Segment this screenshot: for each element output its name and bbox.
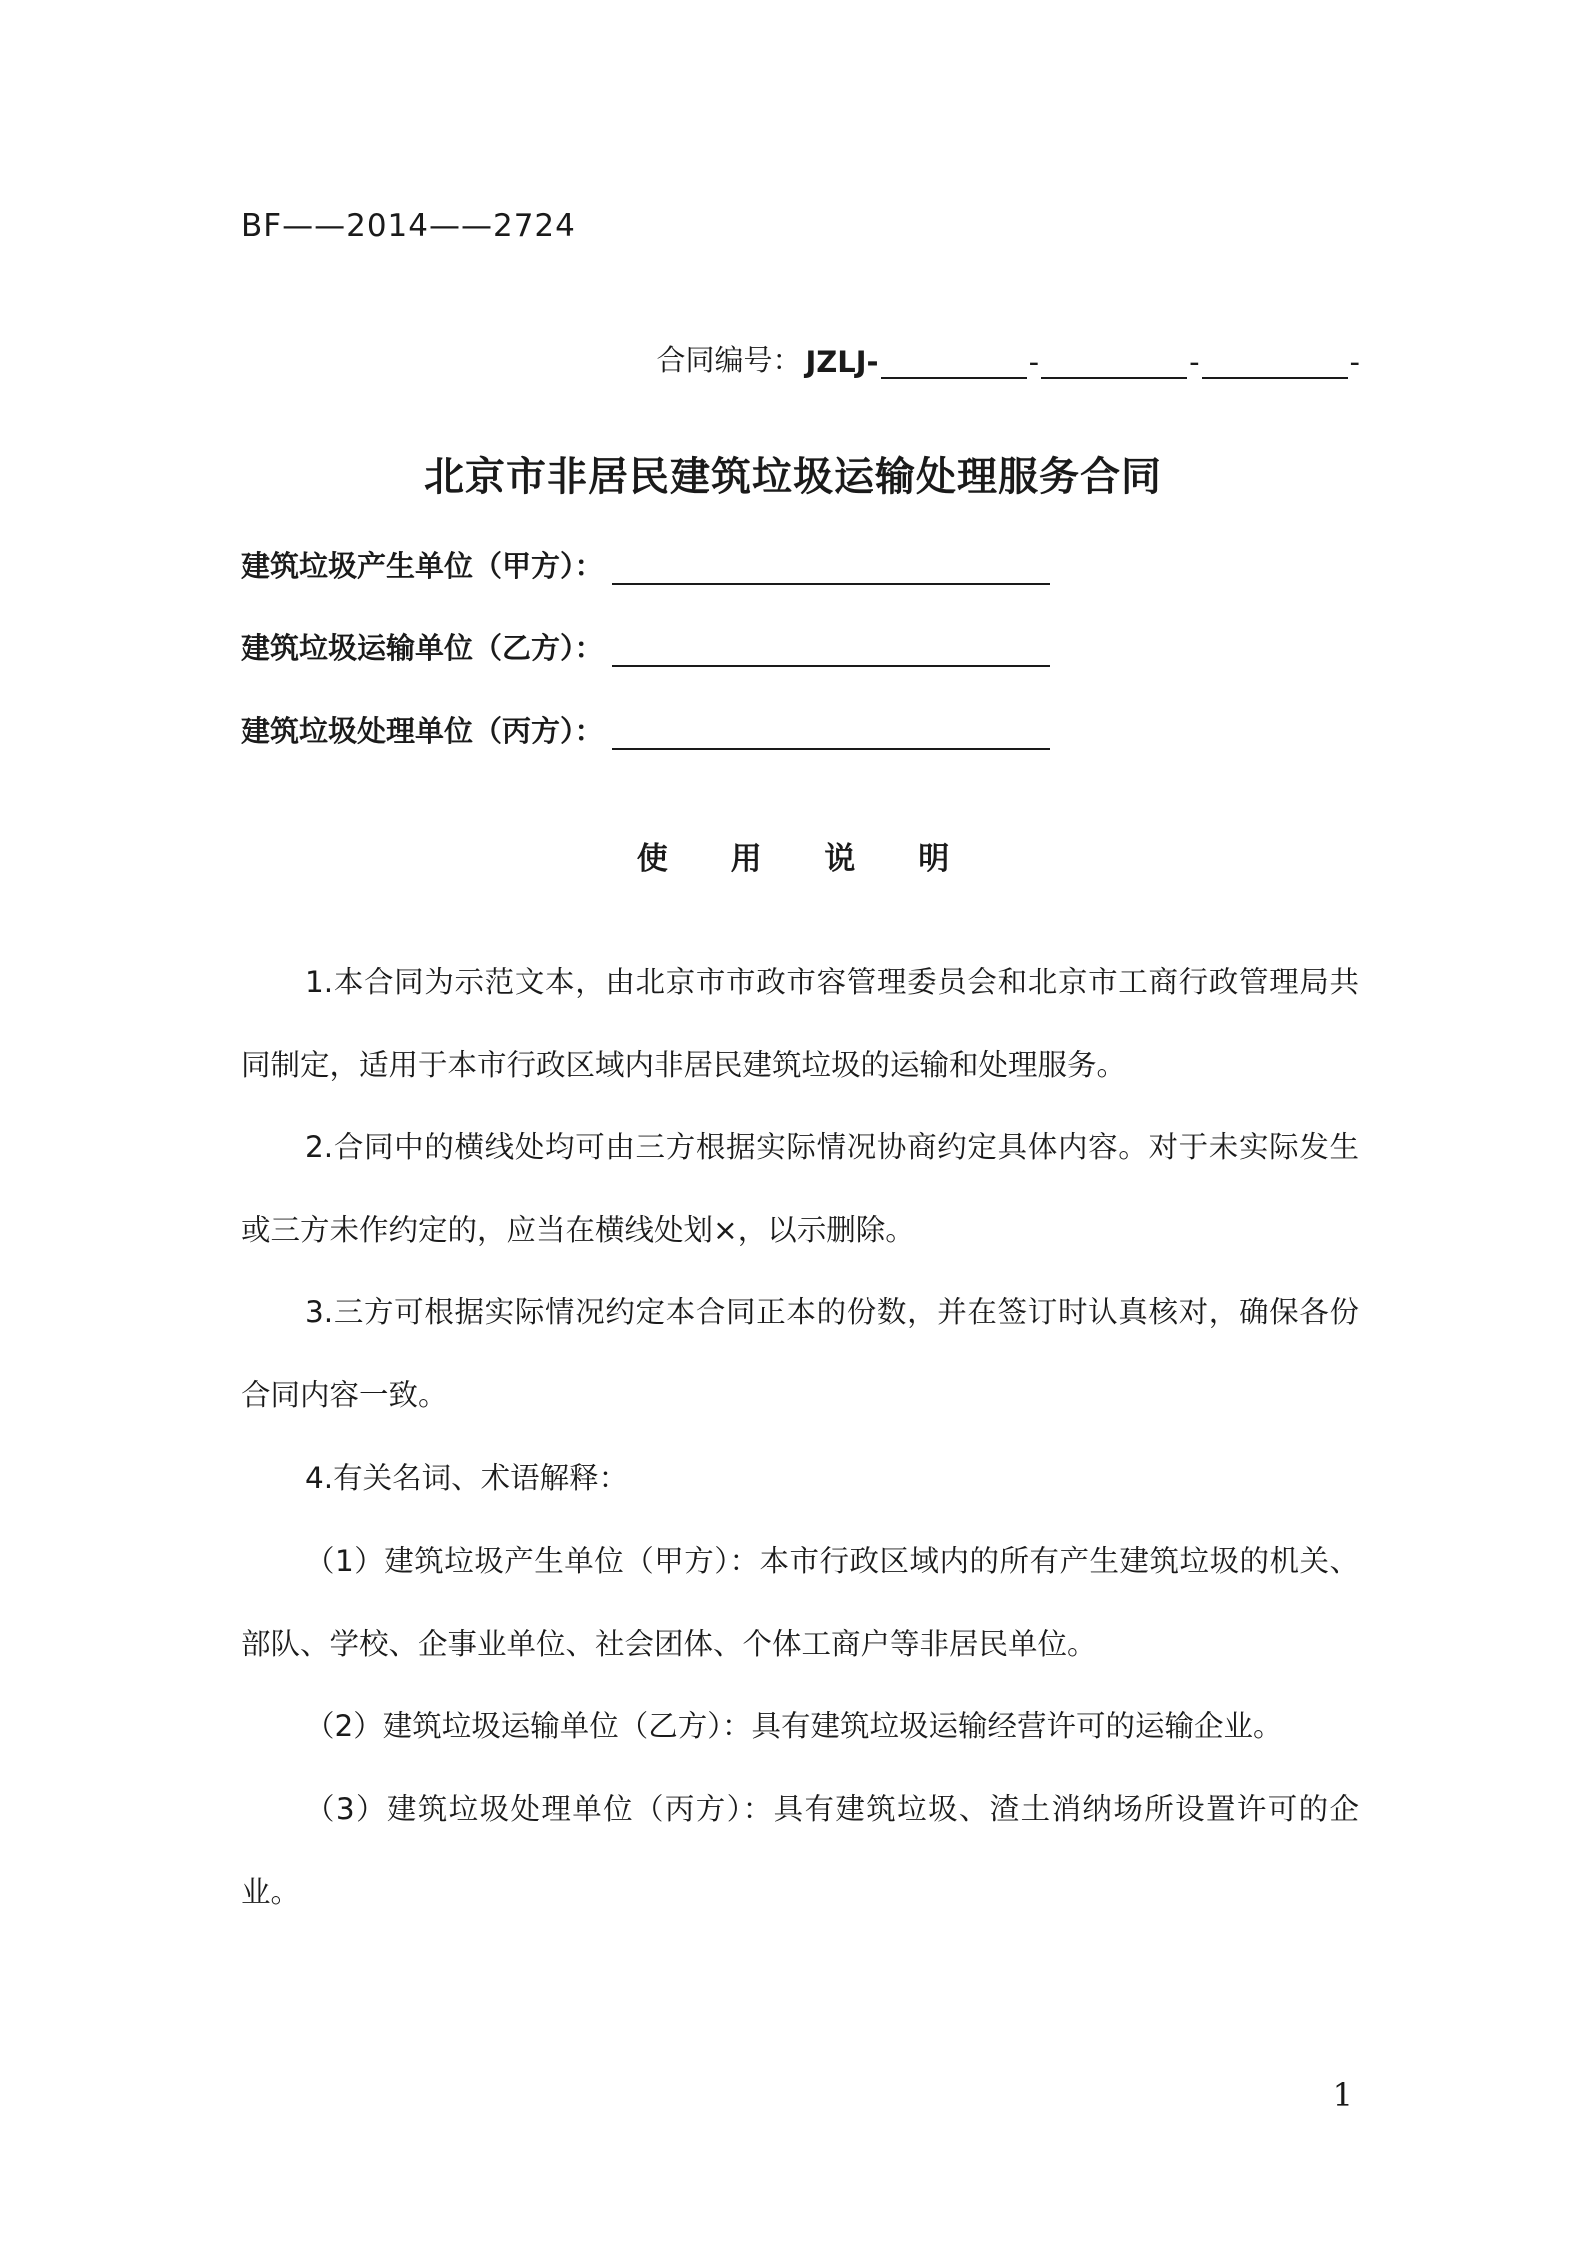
contract-number-prefix: JZLJ-: [805, 345, 879, 379]
instruction-paragraph-1: 1.本合同为示范文本，由北京市市政市容管理委员会和北京市工商行政管理局共同制定，适用于本市行政区域内非居民建筑垃圾的运输和处理服务。: [241, 965, 1359, 1082]
contract-number-separator: -: [1189, 345, 1200, 379]
party-b-row: [241, 626, 1050, 667]
instructions-heading: [0, 833, 1586, 878]
term-definition-1: （1）建筑垃圾产生单位（甲方）：本市行政区域内的所有产生建筑垃圾的机关、部队、学校、企事业单位、社会团体、个体工商户等非居民单位。: [241, 1544, 1359, 1661]
contract-number-blank-1[interactable]: [881, 347, 1027, 379]
instructions-heading-char: 明: [918, 841, 950, 877]
party-a-blank[interactable]: [612, 549, 1050, 585]
party-c-row: [241, 709, 1050, 750]
instructions-heading-char: 说: [824, 841, 856, 877]
contract-number-blank-3[interactable]: [1202, 347, 1348, 379]
document-title: 北京市非居民建筑垃圾运输处理服务合同: [424, 454, 1162, 500]
party-a-label: 建筑垃圾产生单位（甲方）：: [241, 549, 604, 583]
contract-number-separator: -: [1028, 345, 1040, 379]
term-definition-3: （3）建筑垃圾处理单位（丙方）：具有建筑垃圾、渣土消纳场所设置许可的企业。: [241, 1792, 1359, 1909]
party-a-row: [241, 544, 1050, 585]
instructions-heading-char: 使: [636, 841, 668, 877]
instructions-heading-char: 用: [730, 841, 762, 877]
party-b-label: 建筑垃圾运输单位（乙方）：: [241, 631, 604, 665]
page-number: 1: [1332, 2076, 1353, 2114]
instruction-paragraph-4: 4.有关名词、术语解释：: [305, 1461, 629, 1495]
contract-number: [656, 338, 1360, 379]
instruction-paragraph-2: 2.合同中的横线处均可由三方根据实际情况协商约定具体内容。对于未实际发生或三方未作约定的，应当在横线处划×，以示删除。: [241, 1130, 1359, 1247]
party-b-blank[interactable]: [612, 631, 1050, 667]
party-c-blank[interactable]: [612, 714, 1050, 750]
contract-number-blank-2[interactable]: [1041, 347, 1187, 379]
document-code: BF——2014——2724: [241, 208, 576, 244]
instruction-paragraph-3: 3.三方可根据实际情况约定本合同正本的份数，并在签订时认真核对，确保各份合同内容一致。: [241, 1295, 1359, 1412]
contract-number-label: 合同编号：: [656, 343, 802, 377]
term-definition-2: （2）建筑垃圾运输单位（乙方）：具有建筑垃圾运输经营许可的运输企业。: [305, 1709, 1283, 1743]
contract-number-separator: -: [1349, 345, 1360, 379]
party-c-label: 建筑垃圾处理单位（丙方）：: [241, 714, 604, 748]
